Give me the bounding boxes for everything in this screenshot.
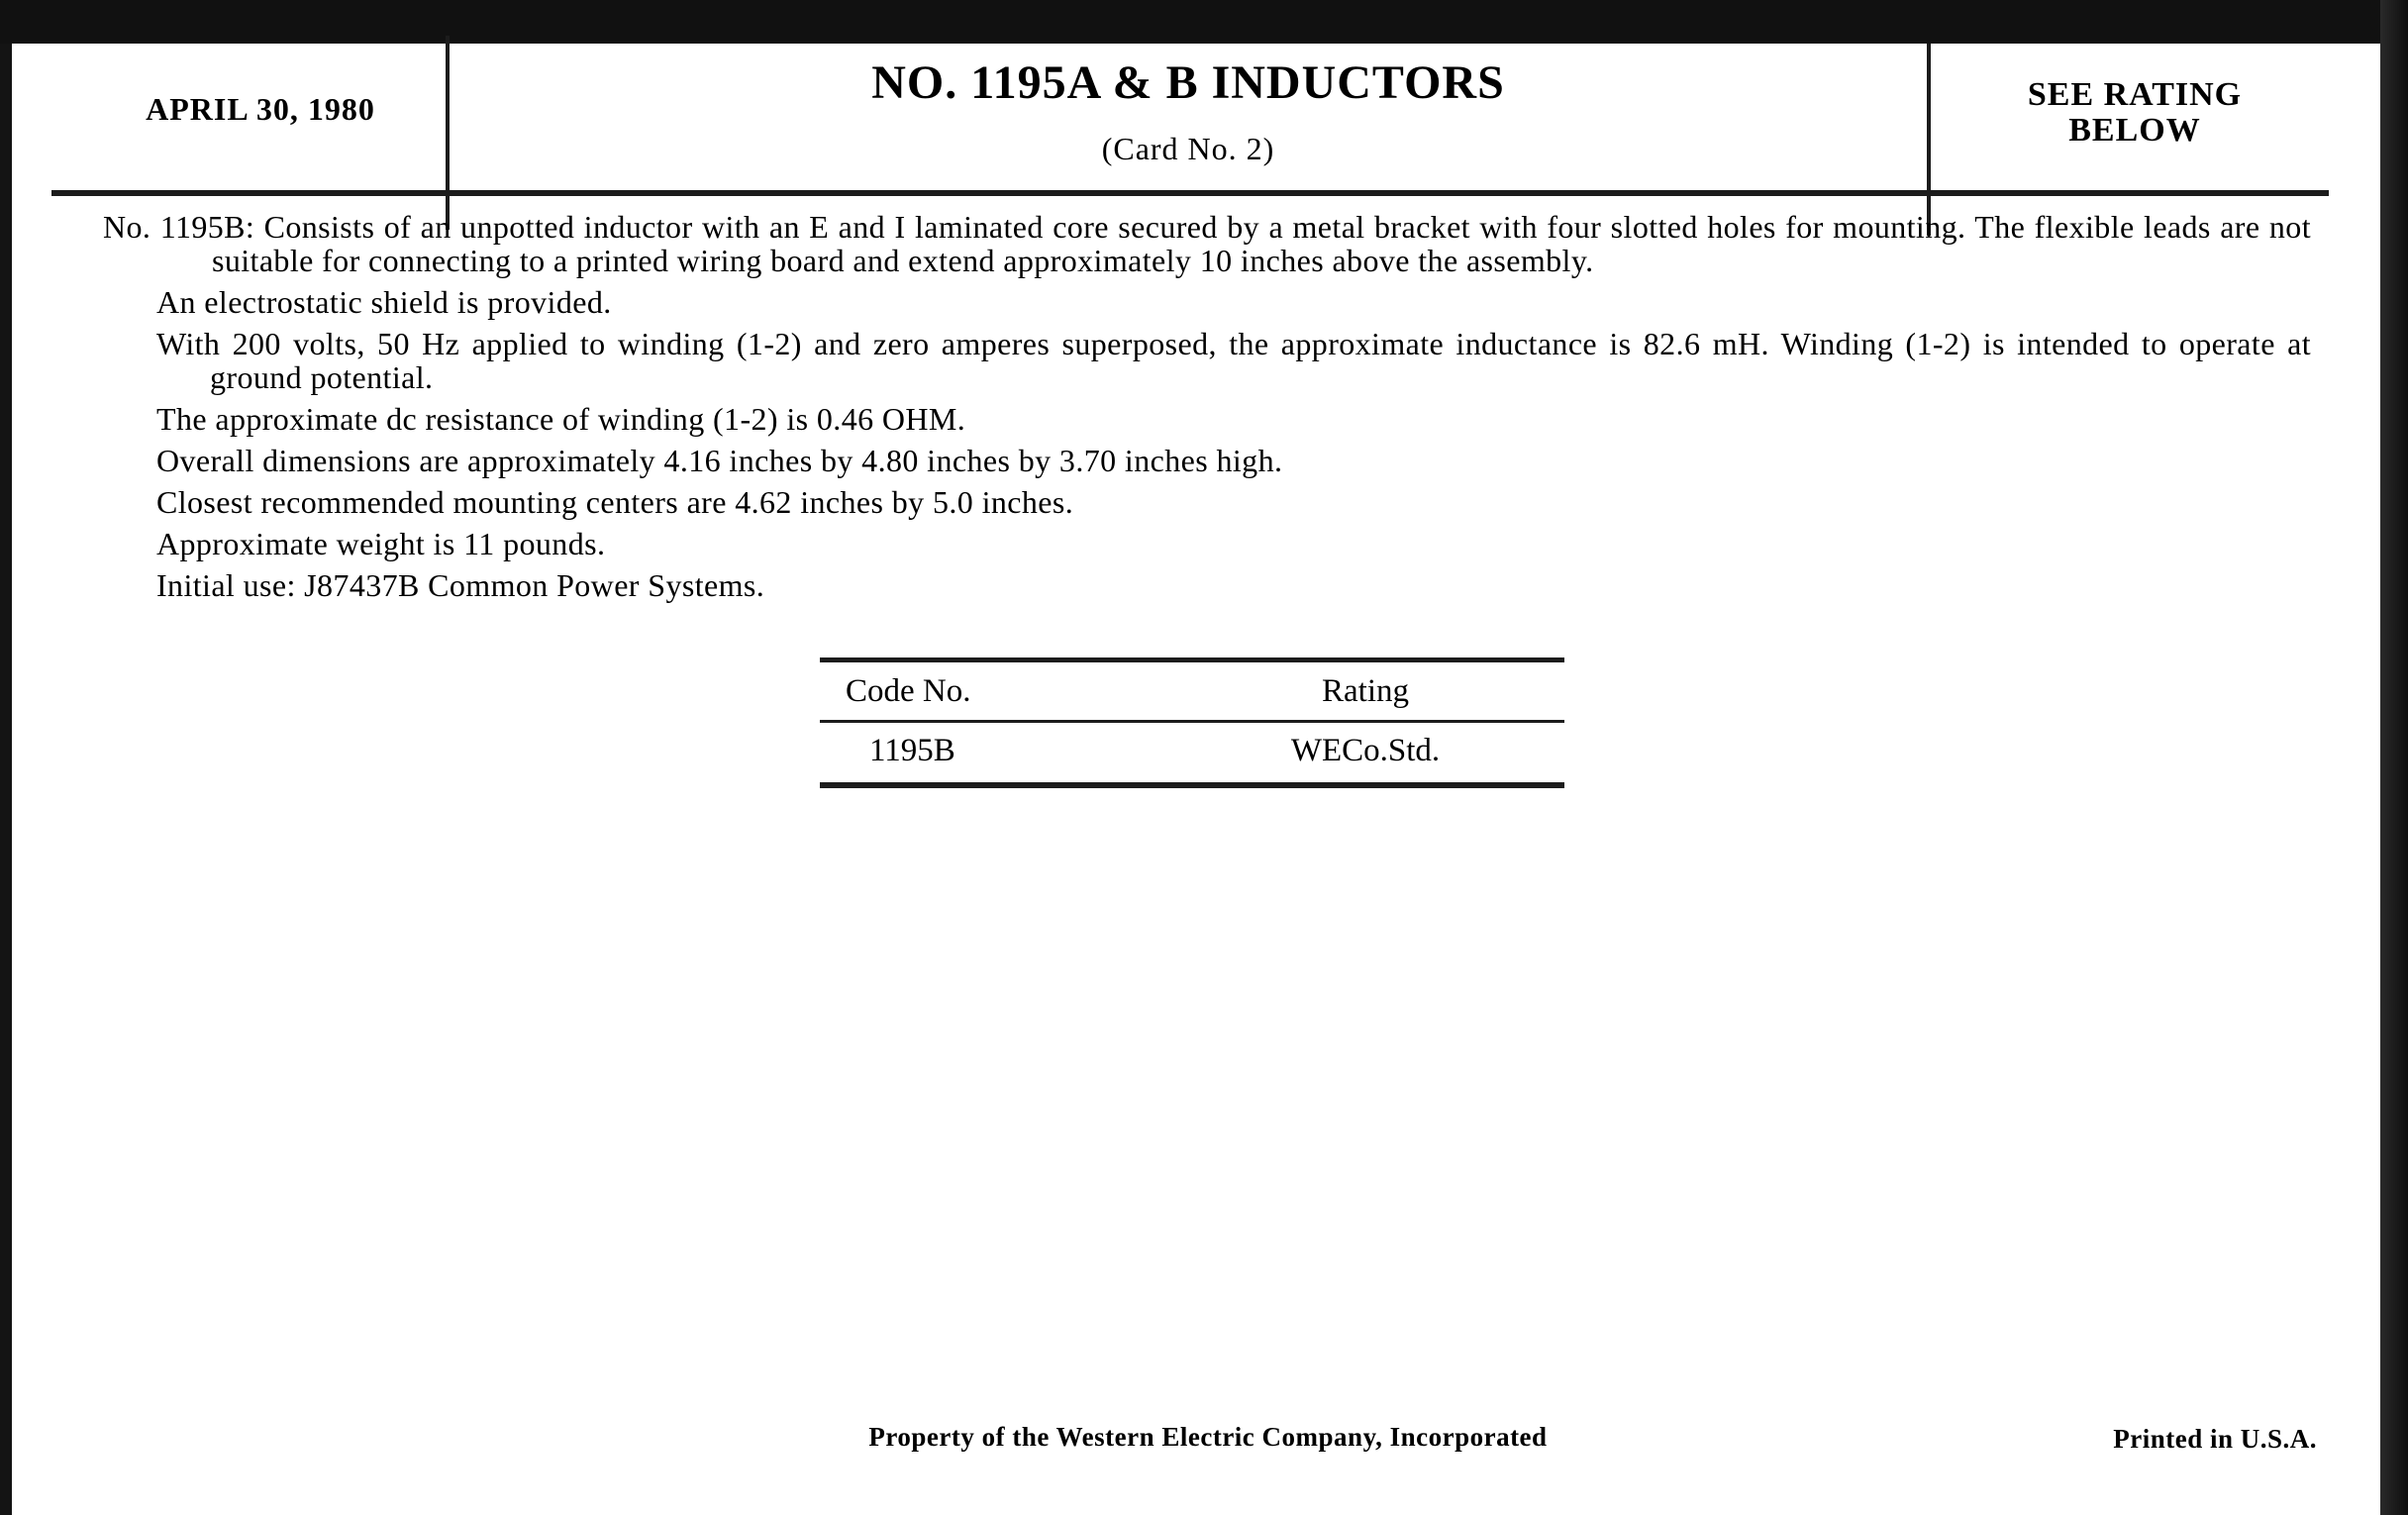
weight-paragraph: Approximate weight is 11 pounds. bbox=[156, 526, 606, 561]
page-title: NO. 1195A & B INDUCTORS bbox=[871, 56, 1505, 109]
description-paragraph: No. 1195B: Consists of an unpotted inductor with an E and I laminated core secured by a metal bracket with four slotted holes for mounting. The flexible leads are not suitable for connecting to a printed wiring board and extend approximately 10 inches above the assembly. bbox=[103, 209, 2311, 278]
scan-top-border bbox=[0, 0, 2408, 44]
issue-date: APRIL 30, 1980 bbox=[146, 91, 375, 127]
cell-rating: WECo.Std. bbox=[1290, 732, 1441, 768]
mounting-paragraph: Closest recommended mounting centers are 4.62 inches by 5.0 inches. bbox=[156, 484, 1074, 520]
rating-note-line2: BELOW bbox=[2068, 112, 2201, 149]
table-header-row bbox=[820, 662, 1564, 720]
rating-table bbox=[820, 657, 1564, 788]
specification-body bbox=[103, 210, 2311, 610]
initial-use-paragraph: Initial use: J87437B Common Power Systems. bbox=[156, 567, 765, 603]
cell-code: 1195B bbox=[869, 732, 955, 768]
rating-note bbox=[1931, 77, 2339, 149]
rating-note-line1: SEE RATING bbox=[2027, 76, 2243, 113]
resistance-paragraph: The approximate dc resistance of winding (1-2) is 0.46 OHM. bbox=[156, 401, 966, 437]
card-number: (Card No. 2) bbox=[1101, 131, 1275, 166]
table-row bbox=[820, 723, 1564, 778]
inductance-paragraph: With 200 volts, 50 Hz applied to winding (1-2) and zero amperes superposed, the approximate inductance is 82.6 mH. Winding (1-2) is intended to operate at ground potential. bbox=[156, 326, 2311, 395]
header-rule bbox=[51, 190, 2329, 196]
column-header-rating: Rating bbox=[1322, 672, 1409, 709]
table-bottom-rule bbox=[820, 782, 1564, 788]
printed-in-notice: Printed in U.S.A. bbox=[2113, 1424, 2317, 1454]
property-notice: Property of the Western Electric Company, Incorporated bbox=[868, 1422, 1548, 1452]
scan-right-border bbox=[2380, 0, 2408, 1515]
shield-paragraph: An electrostatic shield is provided. bbox=[156, 284, 612, 320]
column-header-code: Code No. bbox=[846, 672, 971, 709]
dimensions-paragraph: Overall dimensions are approximately 4.16 inches by 4.80 inches by 3.70 inches high. bbox=[156, 443, 1283, 478]
